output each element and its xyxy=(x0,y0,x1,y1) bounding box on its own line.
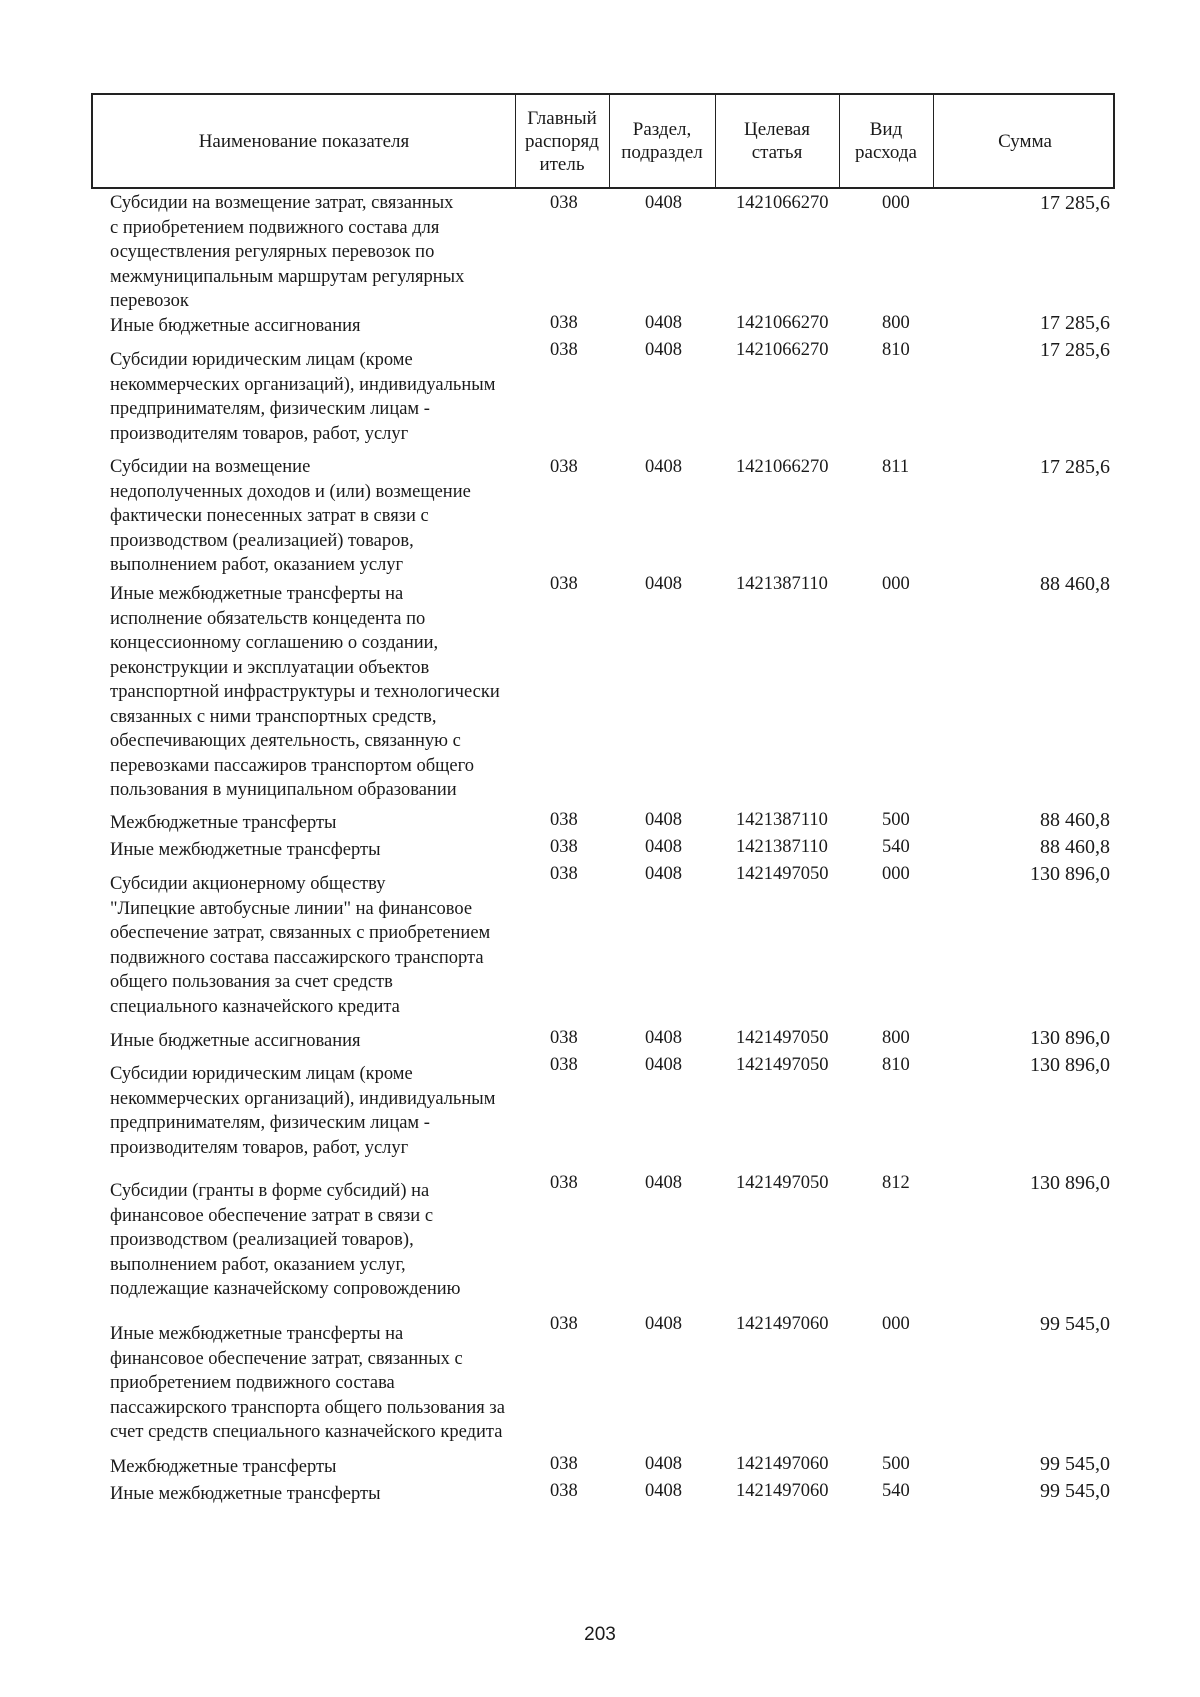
row-vid: 500 xyxy=(882,810,910,830)
row-section: 0408 xyxy=(645,1028,682,1048)
row-target: 1421066270 xyxy=(736,340,829,360)
row-sum: 88 460,8 xyxy=(1040,836,1110,858)
row-target: 1421066270 xyxy=(736,313,829,333)
row-name: Иные межбюджетные трансферты на исполнение обязательств концедента по концессионному соглашению о создании, реконструкции и эксплуатации объектов транспортной инфраструктуры и технологически связанных с ними транспортных средств, обеспечивающих деятельность, связанную с перевозками пассажиров транспортом общего пользования в муниципальном образовании xyxy=(110,584,500,800)
row-vid: 540 xyxy=(882,837,910,857)
row-grs: 038 xyxy=(550,837,578,857)
header-section: Раздел, подраздел xyxy=(621,119,703,163)
row-target: 1421497050 xyxy=(736,864,829,884)
row-sum: 99 545,0 xyxy=(1040,1480,1110,1502)
row-grs: 038 xyxy=(550,457,578,477)
row-grs: 038 xyxy=(550,193,578,213)
row-sum: 130 896,0 xyxy=(1030,1027,1110,1049)
row-vid: 000 xyxy=(882,574,910,594)
row-sum: 130 896,0 xyxy=(1030,1172,1110,1194)
row-vid: 812 xyxy=(882,1173,910,1193)
row-section: 0408 xyxy=(645,193,682,213)
row-sum: 99 545,0 xyxy=(1040,1453,1110,1475)
page-number: 203 xyxy=(584,1624,616,1645)
row-section: 0408 xyxy=(645,457,682,477)
row-name: Субсидии юридическим лицам (кроме некоммерческих организаций), индивидуальным предпринимателям, физическим лицам - производителям товаров, работ, услуг xyxy=(110,350,496,444)
row-sum: 130 896,0 xyxy=(1030,863,1110,885)
row-target: 1421497050 xyxy=(736,1173,829,1193)
row-section: 0408 xyxy=(645,810,682,830)
row-name: Субсидии на возмещение недополученных доходов и (или) возмещение фактически понесенных затрат в связи с производством (реализацией) товаров, выполнением работ, оказанием услуг xyxy=(110,457,471,575)
row-sum: 17 285,6 xyxy=(1040,312,1110,334)
row-section: 0408 xyxy=(645,1314,682,1334)
row-vid: 810 xyxy=(882,1055,910,1075)
row-grs: 038 xyxy=(550,1481,578,1501)
row-sum: 130 896,0 xyxy=(1030,1054,1110,1076)
row-grs: 038 xyxy=(550,1173,578,1193)
row-target: 1421387110 xyxy=(736,810,828,830)
header-vid: Вид расхода xyxy=(855,119,917,163)
header-grs: Главный распоряд итель xyxy=(525,107,599,175)
row-name: Субсидии юридическим лицам (кроме некоммерческих организаций), индивидуальным предпринимателям, физическим лицам - производителям товаров, работ, услуг xyxy=(110,1064,496,1158)
row-grs: 038 xyxy=(550,313,578,333)
row-section: 0408 xyxy=(645,340,682,360)
row-name: Субсидии на возмещение затрат, связанных с приобретением подвижного состава для осуществления регулярных перевозок по межмуниципальным маршрутам регулярных перевозок xyxy=(110,193,465,311)
row-sum: 17 285,6 xyxy=(1040,192,1110,214)
row-name: Межбюджетные трансферты xyxy=(110,813,337,833)
header-target: Целевая статья xyxy=(744,119,810,163)
row-target: 1421387110 xyxy=(736,837,828,857)
row-section: 0408 xyxy=(645,837,682,857)
row-name: Иные бюджетные ассигнования xyxy=(110,316,361,336)
row-name: Иные межбюджетные трансферты xyxy=(110,1484,381,1504)
row-target: 1421497050 xyxy=(736,1028,829,1048)
row-grs: 038 xyxy=(550,1055,578,1075)
row-grs: 038 xyxy=(550,340,578,360)
row-grs: 038 xyxy=(550,1454,578,1474)
row-vid: 540 xyxy=(882,1481,910,1501)
row-grs: 038 xyxy=(550,574,578,594)
row-target: 1421066270 xyxy=(736,457,829,477)
row-name: Субсидии акционерному обществу "Липецкие автобусные линии" на финансовое обеспечение затрат, связанных с приобретением подвижного состава пассажирского транспорта общего пользования за счет средств специального казначейского кредита xyxy=(110,874,491,1017)
row-section: 0408 xyxy=(645,864,682,884)
row-grs: 038 xyxy=(550,810,578,830)
row-vid: 000 xyxy=(882,1314,910,1334)
row-vid: 800 xyxy=(882,1028,910,1048)
header-sum: Сумма xyxy=(998,130,1052,152)
row-target: 1421497060 xyxy=(736,1481,829,1501)
row-name: Иные межбюджетные трансферты xyxy=(110,840,381,860)
row-target: 1421497060 xyxy=(736,1314,829,1334)
header-name: Наименование показателя xyxy=(198,130,410,152)
row-section: 0408 xyxy=(645,574,682,594)
row-sum: 17 285,6 xyxy=(1040,456,1110,478)
row-name: Межбюджетные трансферты xyxy=(110,1457,337,1477)
row-target: 1421497060 xyxy=(736,1454,829,1474)
row-vid: 000 xyxy=(882,864,910,884)
row-vid: 800 xyxy=(882,313,910,333)
row-vid: 500 xyxy=(882,1454,910,1474)
row-sum: 88 460,8 xyxy=(1040,573,1110,595)
row-section: 0408 xyxy=(645,1454,682,1474)
row-target: 1421497050 xyxy=(736,1055,829,1075)
row-section: 0408 xyxy=(645,313,682,333)
row-grs: 038 xyxy=(550,1314,578,1334)
row-section: 0408 xyxy=(645,1055,682,1075)
row-sum: 99 545,0 xyxy=(1040,1313,1110,1335)
row-target: 1421066270 xyxy=(736,193,829,213)
row-grs: 038 xyxy=(550,1028,578,1048)
row-section: 0408 xyxy=(645,1481,682,1501)
table-header xyxy=(91,93,1115,189)
row-vid: 811 xyxy=(882,457,910,477)
row-section: 0408 xyxy=(645,1173,682,1193)
row-name: Иные бюджетные ассигнования xyxy=(110,1031,361,1051)
row-sum: 17 285,6 xyxy=(1040,339,1110,361)
row-sum: 88 460,8 xyxy=(1040,809,1110,831)
row-name: Субсидии (гранты в форме субсидий) на финансовое обеспечение затрат в связи с производством (реализацией товаров), выполнением работ, оказанием услуг, подлежащие казначейскому сопровождению xyxy=(110,1181,461,1299)
row-vid: 000 xyxy=(882,193,910,213)
row-vid: 810 xyxy=(882,340,910,360)
row-name: Иные межбюджетные трансферты на финансовое обеспечение затрат, связанных с приобретением подвижного состава пассажирского транспорта общего пользования за счет средств специального казначейского кредита xyxy=(110,1324,505,1442)
row-grs: 038 xyxy=(550,864,578,884)
row-target: 1421387110 xyxy=(736,574,828,594)
